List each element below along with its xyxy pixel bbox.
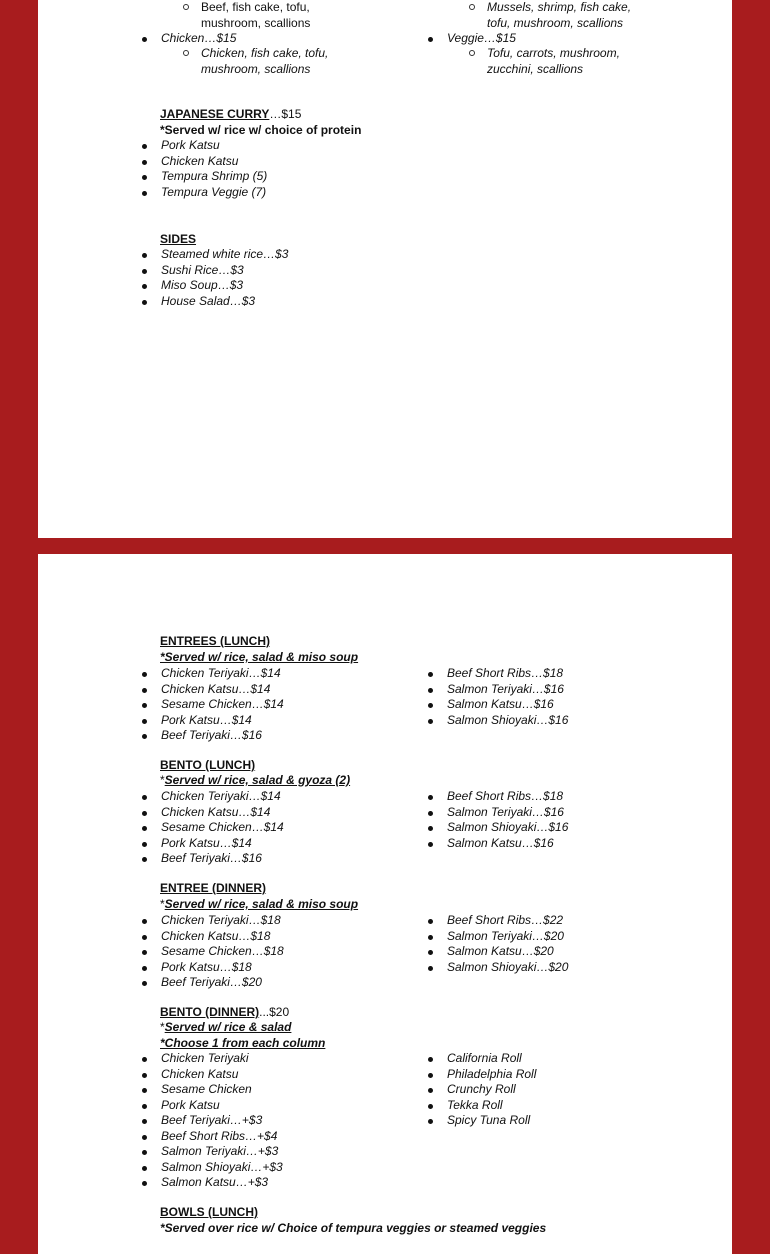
list-item: House Salad…$3 bbox=[140, 294, 288, 310]
entree-dinner-title: ENTREE (DINNER) bbox=[160, 881, 267, 895]
list-item: Salmon Teriyaki…$20 bbox=[426, 929, 568, 945]
entree-dinner-note-line bbox=[160, 897, 358, 912]
bento-lunch-note: Served w/ rice, salad & gyoza (2) bbox=[164, 773, 351, 787]
list-item: Sesame Chicken bbox=[140, 1082, 283, 1098]
entree-dinner-left-list bbox=[140, 913, 284, 991]
list-item: Salmon Katsu…$16 bbox=[426, 697, 568, 713]
list-item: Pork Katsu bbox=[140, 138, 267, 154]
list-item: Pork Katsu bbox=[140, 1098, 283, 1114]
bento-dinner-note-2: *Choose 1 from each column bbox=[160, 1036, 326, 1050]
entrees-lunch-right-list bbox=[426, 666, 568, 728]
bento-dinner-heading bbox=[160, 1005, 289, 1020]
note-asterisk: * bbox=[160, 773, 165, 787]
list-item: Philadelphia Roll bbox=[426, 1067, 536, 1083]
list-item: Salmon Shioyaki…+$3 bbox=[140, 1160, 283, 1176]
bento-lunch-left-list bbox=[140, 789, 284, 867]
list-item: Salmon Katsu…+$3 bbox=[140, 1175, 283, 1191]
menu-page-1 bbox=[38, 0, 732, 538]
list-item: Salmon Shioyaki…$16 bbox=[426, 820, 568, 836]
bento-lunch-note-line bbox=[160, 773, 350, 788]
list-item: Beef Teriyaki…+$3 bbox=[140, 1113, 283, 1129]
curry-list bbox=[140, 138, 267, 200]
menu-page-2 bbox=[38, 554, 732, 1254]
bento-dinner-note-line bbox=[160, 1020, 291, 1035]
sides-list bbox=[140, 247, 288, 309]
bento-lunch-title: BENTO (LUNCH) bbox=[160, 758, 256, 772]
list-item: Chicken Teriyaki…$14 bbox=[140, 789, 284, 805]
list-item: Salmon Shioyaki…$20 bbox=[426, 960, 568, 976]
bento-dinner-left-list bbox=[140, 1051, 283, 1191]
list-item: Salmon Teriyaki…+$3 bbox=[140, 1144, 283, 1160]
curry-note: *Served w/ rice w/ choice of protein bbox=[160, 123, 362, 137]
list-item: Spicy Tuna Roll bbox=[426, 1113, 536, 1129]
list-item: Sesame Chicken…$18 bbox=[140, 944, 284, 960]
bento-lunch-right-list bbox=[426, 789, 568, 851]
list-item: Chicken…$15 bbox=[140, 31, 236, 47]
list-item: Beef Short Ribs…$22 bbox=[426, 913, 568, 929]
list-item: Beef Short Ribs…$18 bbox=[426, 789, 568, 805]
list-item: Chicken Teriyaki bbox=[140, 1051, 283, 1067]
list-item: Salmon Teriyaki…$16 bbox=[426, 805, 568, 821]
veggie-ramen-list bbox=[426, 31, 516, 47]
list-item: Sesame Chicken…$14 bbox=[140, 697, 284, 713]
chicken-ramen-list bbox=[140, 31, 236, 47]
note-asterisk: * bbox=[160, 897, 165, 911]
entrees-lunch-title: ENTREES (LUNCH) bbox=[160, 634, 270, 648]
bowls-lunch-note: *Served over rice w/ Choice of tempura veggies or steamed veggies bbox=[160, 1221, 547, 1235]
veggie-ramen-description: Tofu, carrots, mushroom, zucchini, scallions bbox=[487, 46, 620, 77]
bento-dinner-right-list bbox=[426, 1051, 536, 1129]
sides-title: SIDES bbox=[160, 232, 197, 246]
list-item: Chicken Teriyaki…$14 bbox=[140, 666, 284, 682]
list-item: Salmon Teriyaki…$16 bbox=[426, 682, 568, 698]
bento-dinner-price: ...$20 bbox=[259, 1005, 290, 1019]
list-item: Chicken Katsu…$18 bbox=[140, 929, 284, 945]
list-item: Chicken Katsu bbox=[140, 1067, 283, 1083]
entrees-lunch-note: *Served w/ rice, salad & miso soup bbox=[160, 650, 359, 664]
list-item: Chicken Katsu…$14 bbox=[140, 805, 284, 821]
list-item: Beef Teriyaki…$16 bbox=[140, 851, 284, 867]
sub-bullet-icon bbox=[183, 4, 189, 10]
list-item: Salmon Shioyaki…$16 bbox=[426, 713, 568, 729]
list-item: Chicken Katsu…$14 bbox=[140, 682, 284, 698]
list-item: Salmon Katsu…$16 bbox=[426, 836, 568, 852]
list-item: Tempura Shrimp (5) bbox=[140, 169, 267, 185]
entrees-lunch-left-list bbox=[140, 666, 284, 744]
list-item: Beef Teriyaki…$16 bbox=[140, 728, 284, 744]
beef-ramen-description: Beef, fish cake, tofu, mushroom, scallions bbox=[201, 0, 310, 31]
sub-bullet-icon bbox=[469, 4, 475, 10]
bento-dinner-title: BENTO (DINNER) bbox=[160, 1005, 260, 1019]
list-item: Beef Teriyaki…$20 bbox=[140, 975, 284, 991]
list-item: Tempura Veggie (7) bbox=[140, 185, 267, 201]
sub-bullet-icon bbox=[183, 50, 189, 56]
entree-dinner-right-list bbox=[426, 913, 568, 975]
list-item: California Roll bbox=[426, 1051, 536, 1067]
chicken-ramen-description: Chicken, fish cake, tofu, mushroom, scallions bbox=[201, 46, 328, 77]
list-item: Sushi Rice…$3 bbox=[140, 263, 288, 279]
list-item: Beef Short Ribs…$18 bbox=[426, 666, 568, 682]
curry-title: JAPANESE CURRY bbox=[160, 107, 270, 121]
list-item: Sesame Chicken…$14 bbox=[140, 820, 284, 836]
list-item: Pork Katsu…$14 bbox=[140, 713, 284, 729]
list-item: Veggie…$15 bbox=[426, 31, 516, 47]
sub-bullet-icon bbox=[469, 50, 475, 56]
entree-dinner-note: Served w/ rice, salad & miso soup bbox=[164, 897, 359, 911]
seafood-ramen-description: Mussels, shrimp, fish cake, tofu, mushroom, scallions bbox=[487, 0, 631, 31]
curry-heading bbox=[160, 107, 301, 122]
bento-dinner-note: Served w/ rice & salad bbox=[164, 1020, 292, 1034]
list-item: Pork Katsu…$18 bbox=[140, 960, 284, 976]
bowls-lunch-title: BOWLS (LUNCH) bbox=[160, 1205, 258, 1219]
curry-price: …$15 bbox=[269, 107, 302, 121]
list-item: Tekka Roll bbox=[426, 1098, 536, 1114]
list-item: Steamed white rice…$3 bbox=[140, 247, 288, 263]
list-item: Chicken Teriyaki…$18 bbox=[140, 913, 284, 929]
list-item: Beef Short Ribs…+$4 bbox=[140, 1129, 283, 1145]
list-item: Pork Katsu…$14 bbox=[140, 836, 284, 852]
list-item: Salmon Katsu…$20 bbox=[426, 944, 568, 960]
list-item: Crunchy Roll bbox=[426, 1082, 536, 1098]
note-asterisk: * bbox=[160, 1020, 165, 1034]
list-item: Chicken Katsu bbox=[140, 154, 267, 170]
list-item: Miso Soup…$3 bbox=[140, 278, 288, 294]
